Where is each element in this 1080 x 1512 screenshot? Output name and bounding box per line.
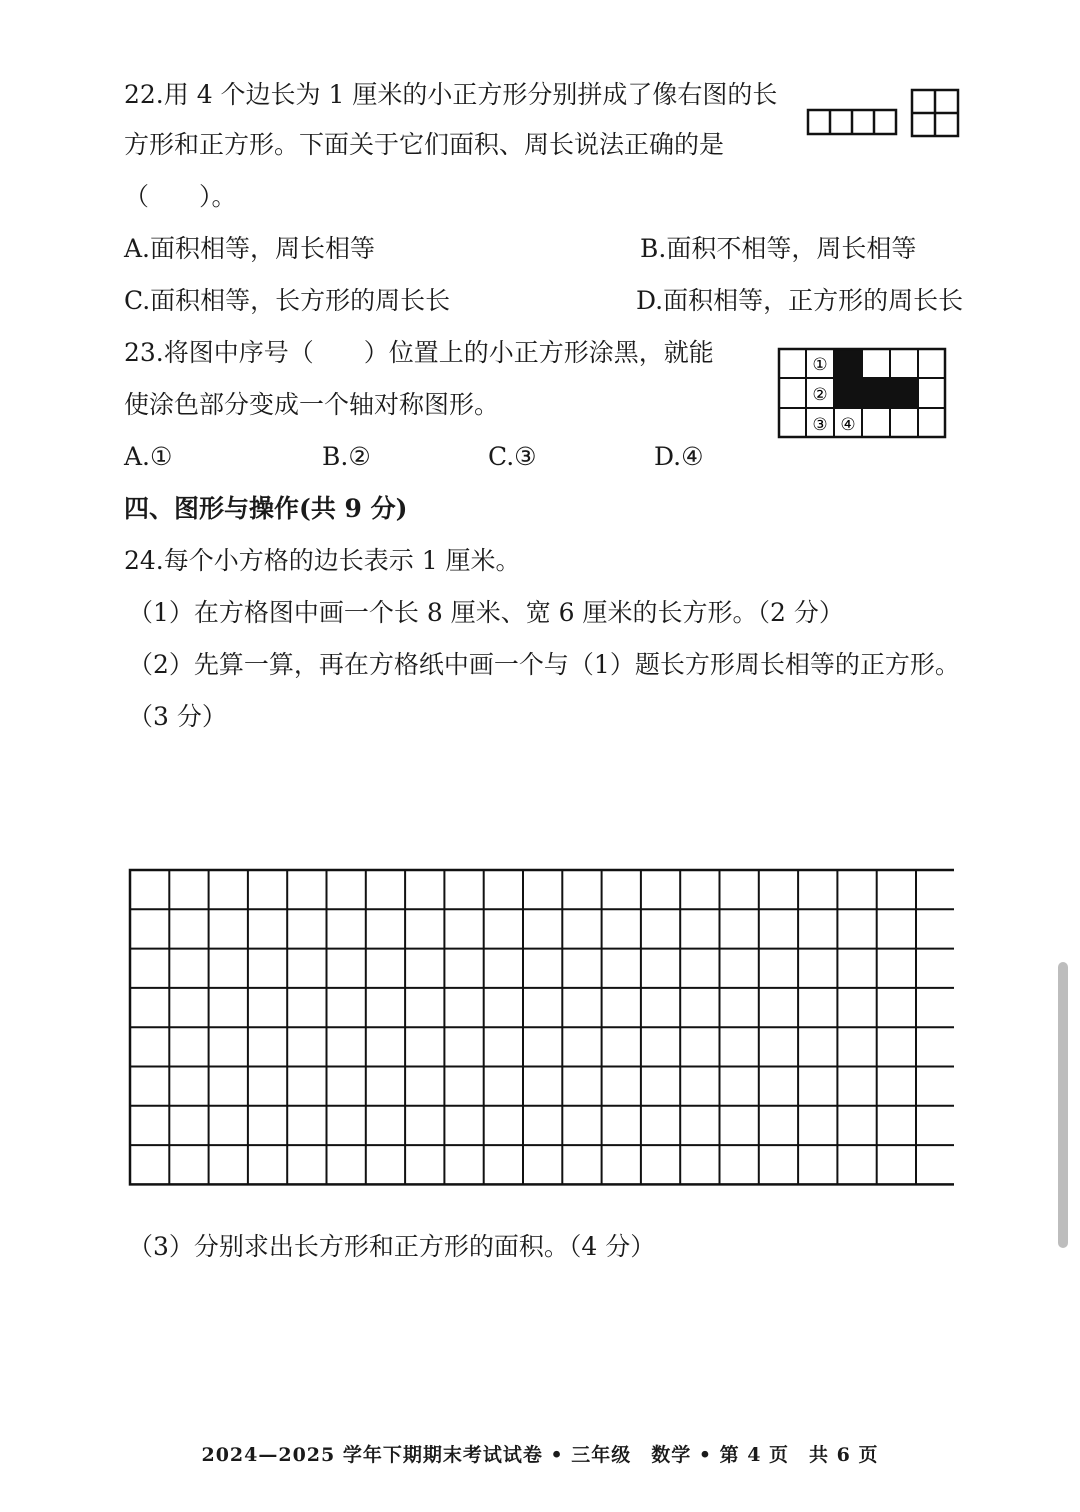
q23-option-a: A.①: [124, 442, 173, 471]
q23-option-b: B.②: [322, 442, 371, 471]
q24-part-2: （2）先算一算，再在方格纸中画一个与（1）题长方形周长相等的正方形。: [128, 650, 960, 679]
q22-option-c: C.面积相等，长方形的周长长: [124, 286, 451, 315]
q22-option-a: A.面积相等，周长相等: [124, 234, 376, 263]
q23-grid-label-1: ①: [812, 355, 828, 375]
q22-option-b: B.面积不相等，周长相等: [640, 234, 917, 263]
q23-option-c: C.③: [488, 442, 537, 471]
q23-grid-label-3: ③: [812, 415, 828, 435]
q24-grid-paper[interactable]: [128, 868, 954, 1187]
q24-intro: 24.每个小方格的边长表示 1 厘米。: [124, 546, 521, 575]
q23-grid-figure: [776, 346, 948, 440]
section-4-title: 四、图形与操作(共 9 分): [124, 494, 408, 523]
q24-part-1: （1）在方格图中画一个长 8 厘米、宽 6 厘米的长方形。（2 分）: [128, 598, 844, 627]
page-footer: 2024—2025 学年下期期末考试试卷 • 三年级 数学 • 第 4 页 共 6 页: [201, 1444, 879, 1466]
q22-text-line-2: 方形和正方形。下面关于它们面积、周长说法正确的是: [124, 130, 725, 159]
q22-answer-blank: （ ）。: [124, 182, 237, 211]
q22-figure-rectangle: [806, 108, 900, 138]
q22-figure-square: [910, 88, 960, 140]
q23-text-line-1: 23.将图中序号（ ）位置上的小正方形涂黑，就能: [124, 338, 714, 367]
q24-part-3: （3）分别求出长方形和正方形的面积。（4 分）: [128, 1232, 656, 1261]
q23-text-line-2: 使涂色部分变成一个轴对称图形。: [124, 390, 500, 419]
q22-text-line-1: 22.用 4 个边长为 1 厘米的小正方形分别拼成了像右图的长: [124, 80, 778, 109]
q23-option-d: D.④: [654, 442, 704, 471]
q22-option-d: D.面积相等，正方形的周长长: [636, 286, 964, 315]
q23-grid-label-2: ②: [812, 385, 828, 405]
q24-part-2-points: （3 分）: [128, 702, 227, 731]
scrollbar[interactable]: [1058, 962, 1068, 1248]
q23-grid-label-4: ④: [840, 415, 856, 435]
